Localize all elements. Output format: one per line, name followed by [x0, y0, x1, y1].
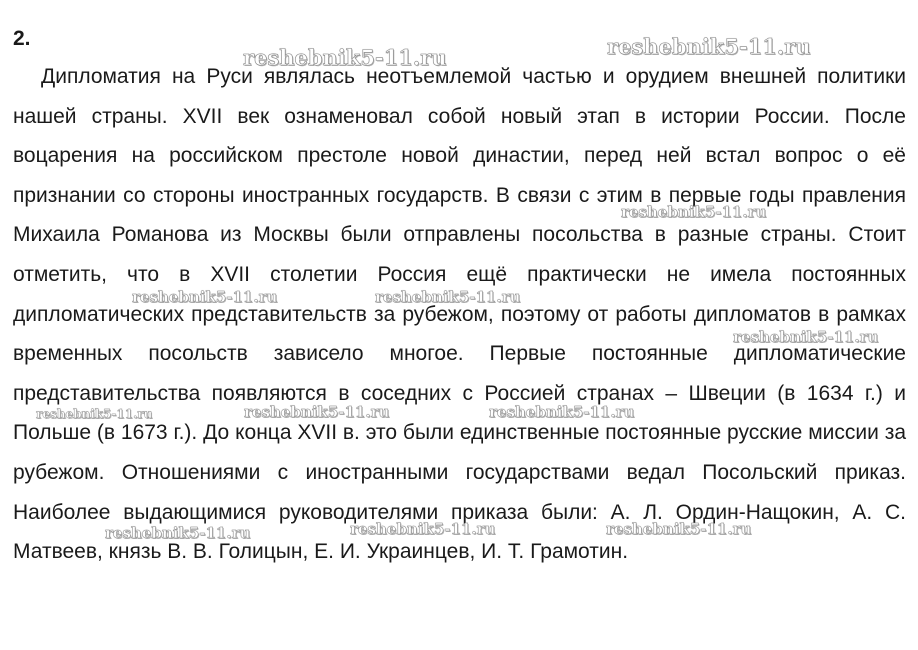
watermark: reshebnik5-11.ru — [132, 288, 278, 306]
watermark: reshebnik5-11.ru — [350, 520, 496, 538]
watermark: reshebnik5-11.ru — [243, 45, 447, 70]
watermark: reshebnik5-11.ru — [489, 403, 635, 421]
watermark: reshebnik5-11.ru — [375, 288, 521, 306]
watermark: reshebnik5-11.ru — [606, 520, 752, 538]
task-number: 2. — [13, 27, 31, 50]
answer-paragraph: Дипломатия на Руси являлась неотъемлемой частью и орудием внешней политики нашей страны. XVII век ознаменовал собой новый этап в истории России. После воцарения на российском престоле новой династии, перед ней встал вопрос о её признании со стороны иностранных государств. В связи с этим в первые годы правления Михаила Романова из Москвы были отправлены посольства в разные страны. Стоит отметить, что в XVII столетии Россия ещё практически не имела постоянных дипломатических представительств за рубежом, поэтому от работы дипломатов в рамках временных посольств зависело многое. Первые постоянные дипломатические представительства появляются в соседних с Россией странах – Швеции (в 1634 г.) и Польше (в 1673 г.). До конца XVII в. это были единственные постоянные русские миссии за рубежом. Отношениями с иностранными государствами ведал Посольский приказ. Наиболее выдающимися руководителями приказа были: А. Л. Ордин-Нащокин, А. С. Матвеев, князь В. В. Голицын, Е. И. Украинцев, И. Т. Грамотин. — [13, 65, 906, 564]
watermark: reshebnik5-11.ru — [607, 34, 811, 59]
watermark: reshebnik5-11.ru — [36, 407, 153, 421]
watermark: reshebnik5-11.ru — [621, 203, 767, 221]
watermark: reshebnik5-11.ru — [105, 524, 251, 542]
watermark: reshebnik5-11.ru — [244, 403, 390, 421]
watermark: reshebnik5-11.ru — [733, 328, 879, 346]
